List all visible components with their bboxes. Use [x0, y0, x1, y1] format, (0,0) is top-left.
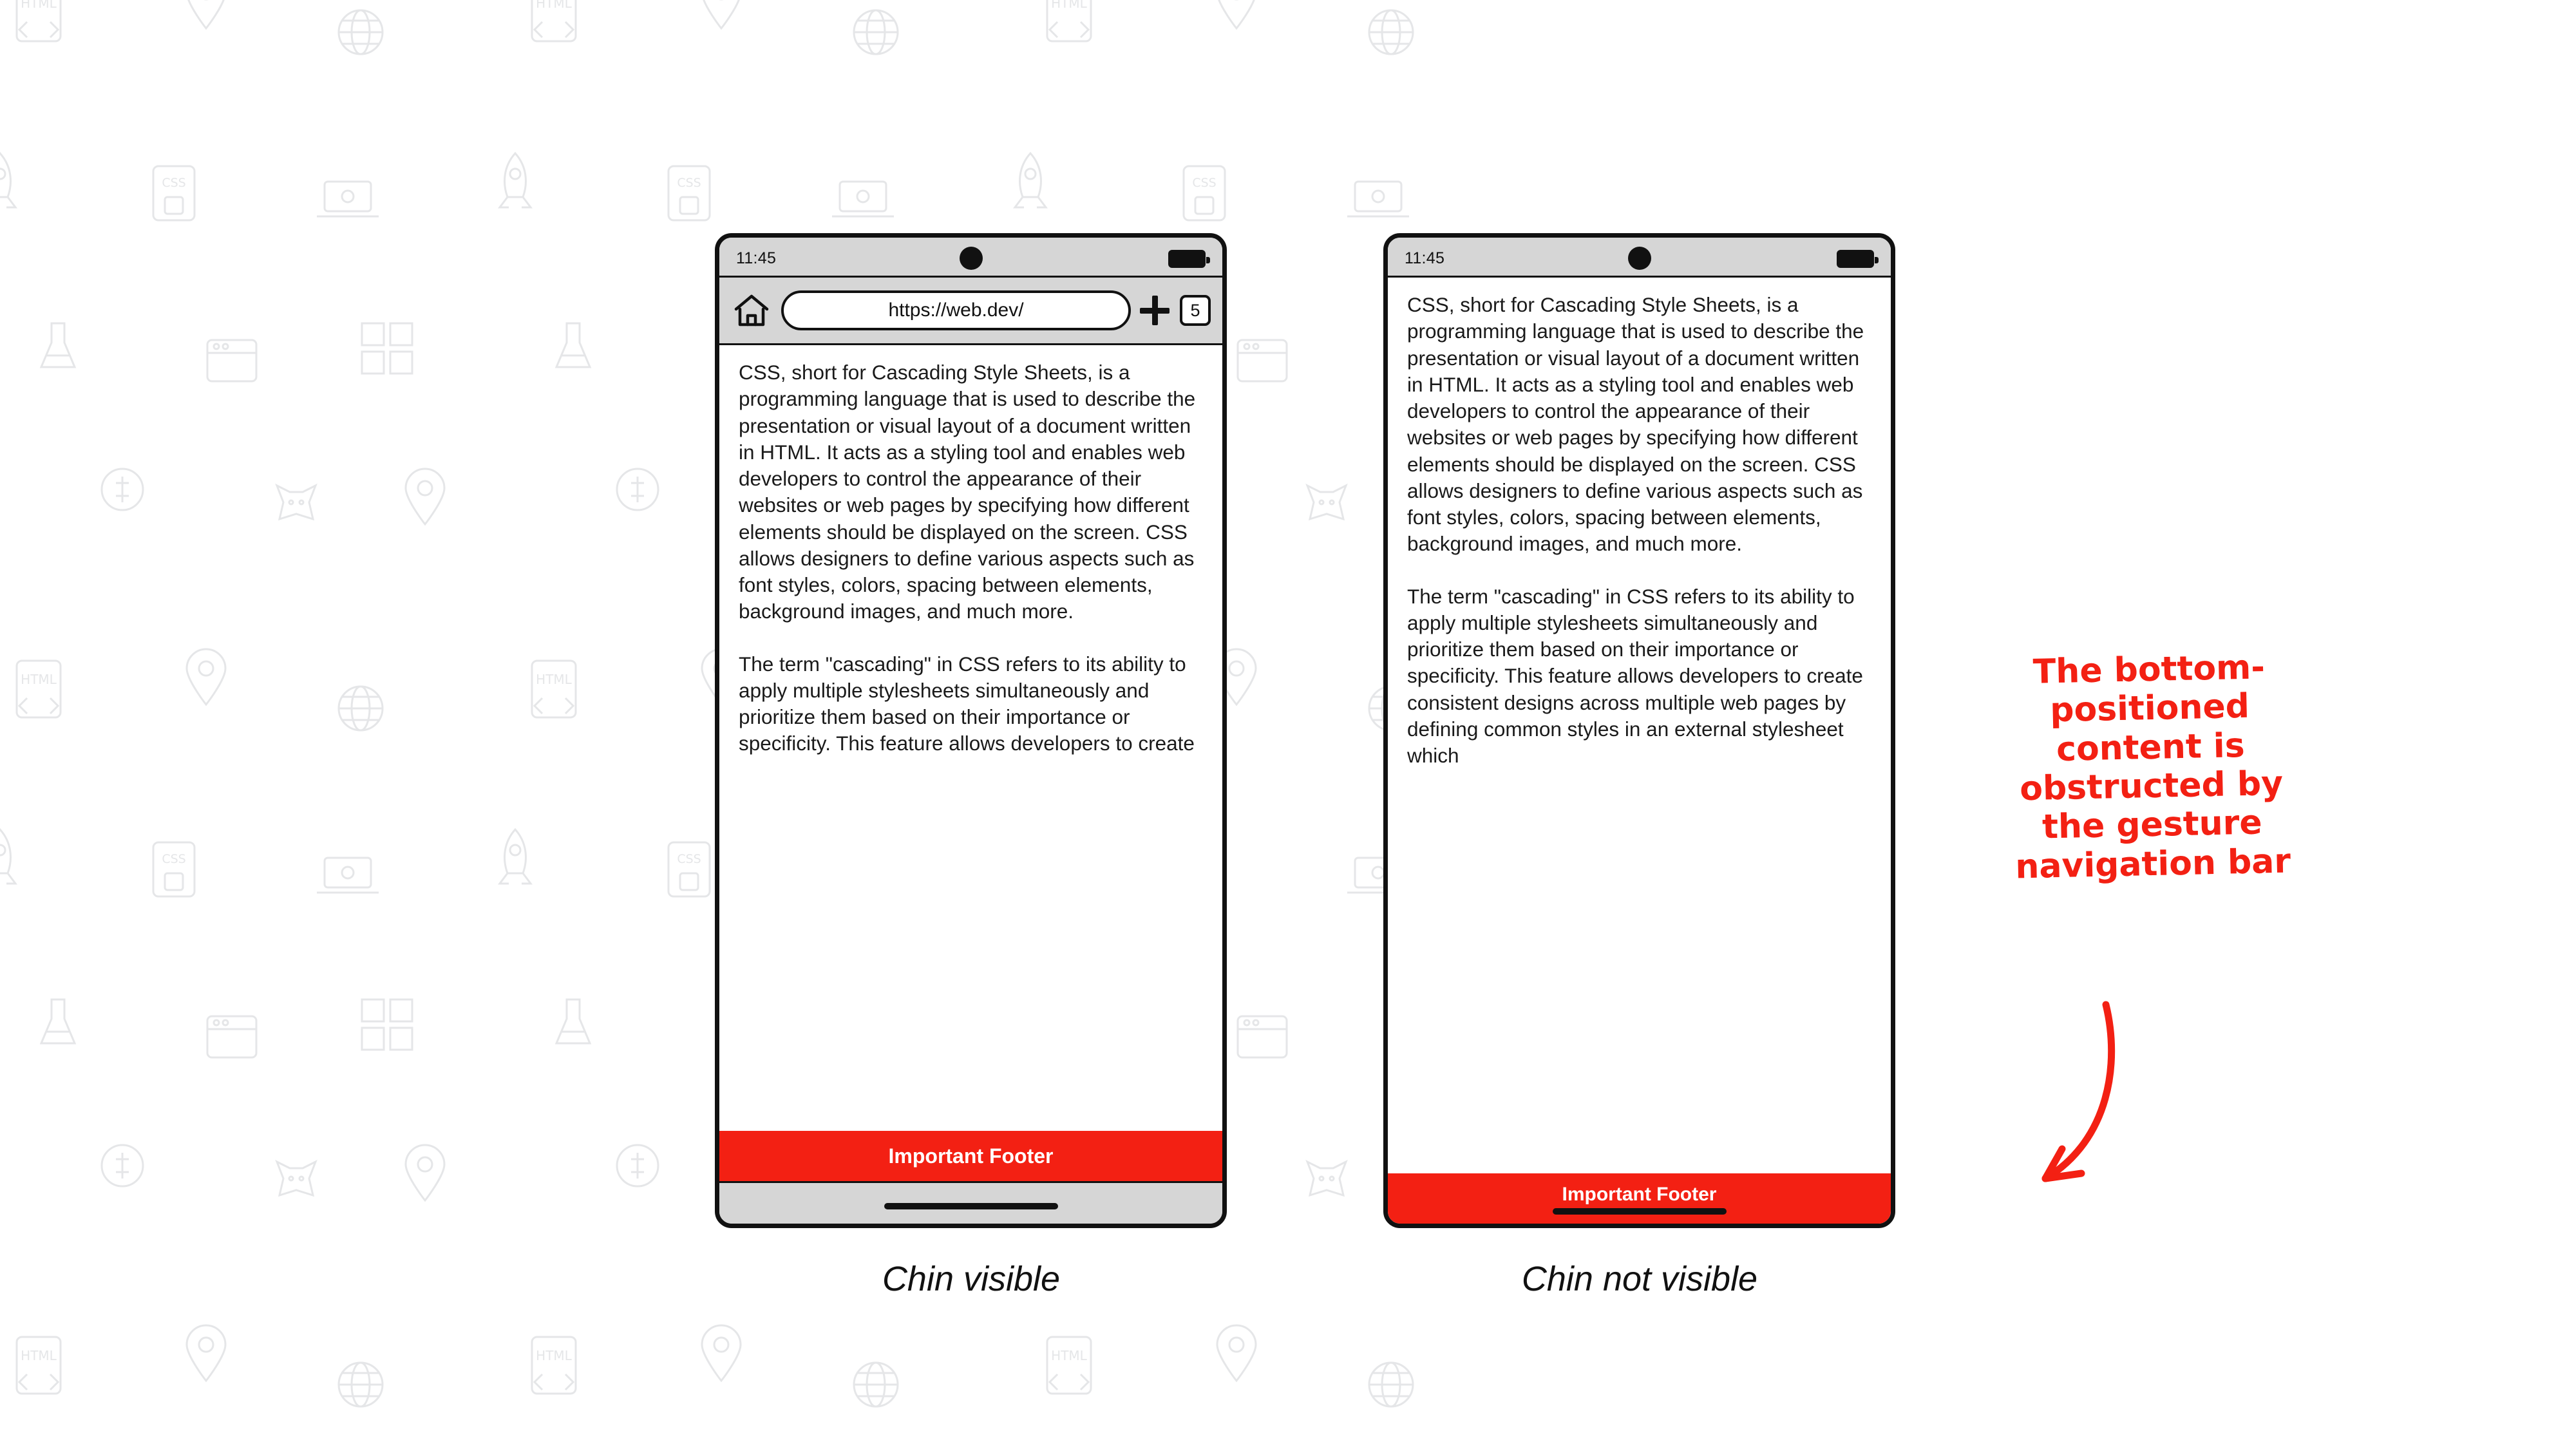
status-bar [1388, 238, 1891, 278]
paragraph: CSS, short for Cascading Style Sheets, is a programming language that is used to describe the presentation or visual layout of a document written in HTML. It acts as a styling tool and enables web developers to control the appearance of their websites or web pages by specifying how different elements should be displayed on the screen. CSS allows designers to define various aspects such as font styles, colors, spacing between elements, background images, and much more. [1407, 293, 1864, 556]
annotation-text: The bottom-positioned content is obstructed by the gesture navigation bar [2014, 648, 2291, 887]
caption-chin-visible: Chin visible [882, 1260, 1061, 1298]
battery-full-icon [1837, 250, 1874, 268]
paragraph: The term "cascading" in CSS refers to its ability to apply multiple stylesheets simultaneously and prioritize them based on their importance or specificity. This feature allows developers to create [739, 652, 1195, 755]
url-bar[interactable] [781, 290, 1131, 330]
home-icon[interactable] [731, 290, 772, 331]
camera-dot-icon [1628, 247, 1651, 270]
important-footer[interactable]: Important Footer [1388, 1173, 1891, 1224]
paragraph: CSS, short for Cascading Style Sheets, is a programming language that is used to describe the presentation or visual layout of a document written in HTML. It acts as a styling tool and enables web developers to control the appearance of their websites or web pages by specifying how different elements should be displayed on the screen. CSS allows designers to define various aspects such as font styles, colors, spacing between elements, background images, and much more. [739, 361, 1196, 623]
status-time: 11:45 [1405, 249, 1445, 267]
status-bar [719, 238, 1222, 278]
browser-toolbar [719, 278, 1222, 345]
gesture-navigation-chin [719, 1181, 1222, 1224]
gesture-pill-icon[interactable] [884, 1203, 1058, 1209]
status-time: 11:45 [736, 249, 777, 267]
gesture-pill-icon[interactable] [1553, 1208, 1727, 1215]
curved-arrow-icon [1893, 992, 2164, 1224]
battery-full-icon [1168, 250, 1206, 268]
important-footer[interactable]: Important Footer [719, 1131, 1222, 1181]
plus-icon[interactable] [1140, 296, 1170, 325]
web-page-content [1388, 278, 1891, 1179]
phone-mockup-chin-not-visible [1383, 233, 1895, 1228]
caption-chin-not-visible: Chin not visible [1521, 1260, 1758, 1298]
phone-mockup-chin-visible [715, 233, 1227, 1228]
url-text: https://web.dev/ [888, 299, 1024, 321]
camera-dot-icon [960, 247, 983, 270]
web-page-content [719, 345, 1222, 1142]
paragraph: The term "cascading" in CSS refers to its ability to apply multiple stylesheets simultaneously and prioritize them based on their importance or specificity. This feature allows developers to create consistent designs across multiple web pages by defining common styles in an external stylesheet which [1407, 584, 1863, 767]
tab-count-button[interactable]: 5 [1180, 295, 1211, 326]
